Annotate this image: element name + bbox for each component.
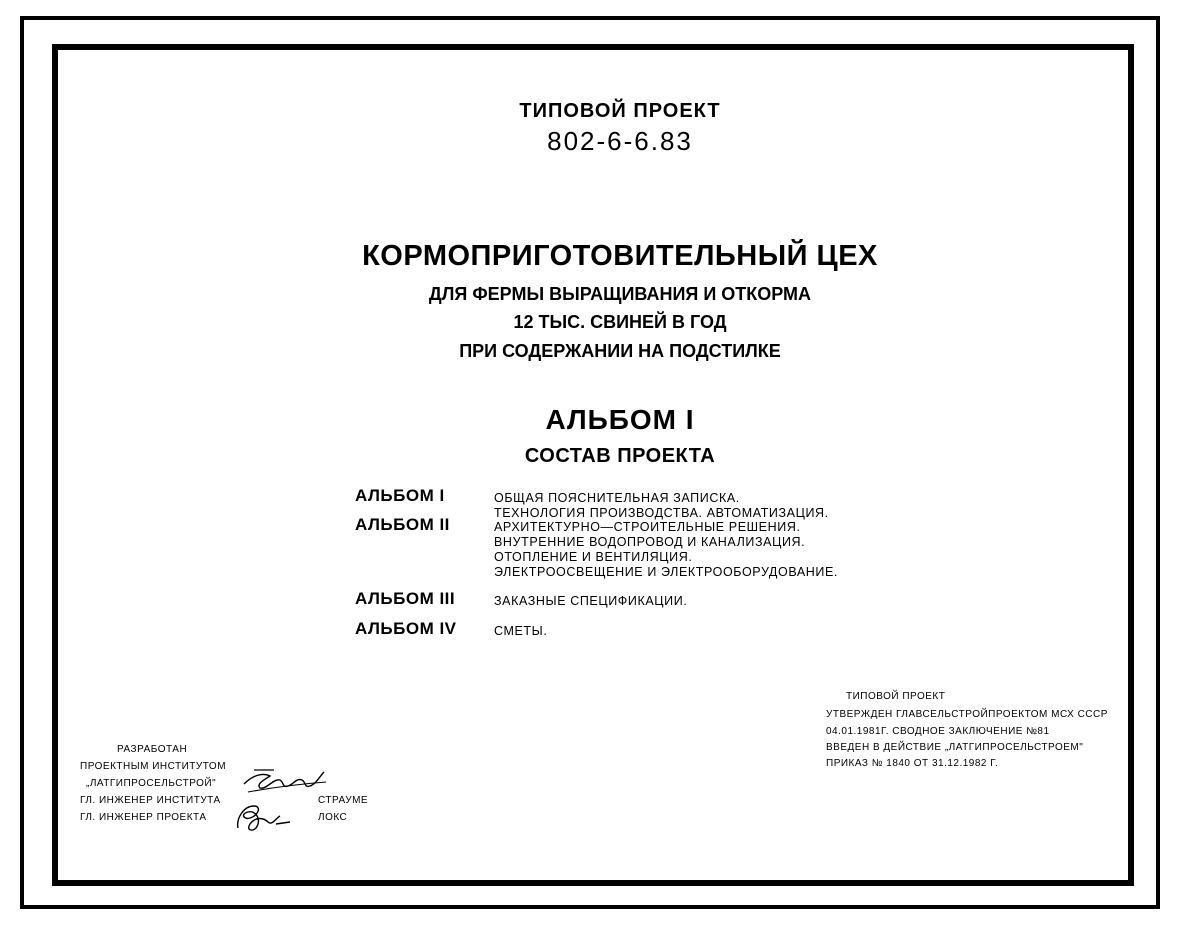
series-label: ТИПОВОЙ ПРОЕКТ	[519, 100, 721, 122]
album-label-4: АЛЬБОМ IV	[355, 619, 457, 638]
subtitle-line-1: ДЛЯ ФЕРМЫ ВЫРАЩИВАНИЯ И ОТКОРМА	[428, 284, 812, 304]
album-3-item-1: ЗАКАЗНЫЕ СПЕЦИФИКАЦИИ.	[494, 594, 688, 608]
series-number: 802-6-6.83	[547, 126, 693, 156]
composition-title: СОСТАВ ПРОЕКТА	[524, 445, 716, 467]
signature-loks-icon	[232, 800, 296, 836]
album-4-item-1: СМЕТЫ.	[494, 624, 548, 638]
album-label-3: АЛЬБОМ III	[355, 589, 456, 608]
subtitle-line-3: ПРИ СОДЕРЖАНИИ НА ПОДСТИЛКЕ	[459, 341, 781, 361]
approval-line-1: ТИПОВОЙ ПРОЕКТ	[846, 691, 946, 702]
subtitle-line-2: 12 ТЫС. СВИНЕЙ В ГОД	[513, 312, 727, 332]
album-label-1: АЛЬБОМ I	[355, 486, 445, 505]
chief-institute-label: ГЛ. ИНЖЕНЕР ИНСТИТУТА	[80, 795, 221, 806]
developer-line-2: „ЛАТГИПРОСЕЛЬСТРОЙ"	[86, 778, 217, 789]
signature-straume-icon	[240, 762, 330, 796]
album-title: АЛЬБОМ I	[545, 404, 695, 435]
developer-heading: РАЗРАБОТАН	[117, 744, 188, 755]
album-label-2: АЛЬБОМ II	[355, 515, 450, 534]
album-1-item-1: ОБЩАЯ ПОЯСНИТЕЛЬНАЯ ЗАПИСКА.	[494, 491, 740, 505]
approval-line-4: ВВЕДЕН В ДЕЙСТВИЕ „ЛАТГИПРОСЕЛЬСТРОЕМ"	[826, 742, 1084, 753]
approval-line-2: УТВЕРЖДЕН ГЛАВСЕЛЬСТРОЙПРОЕКТОМ МСХ СССР	[826, 709, 1108, 720]
album-2-item-1: АРХИТЕКТУРНО—СТРОИТЕЛЬНЫЕ РЕШЕНИЯ.	[494, 520, 801, 534]
album-2-item-2: ВНУТРЕННИЕ ВОДОПРОВОД И КАНАЛИЗАЦИЯ.	[494, 535, 806, 549]
chief-project-name: ЛОКС	[318, 812, 348, 823]
chief-project-label: ГЛ. ИНЖЕНЕР ПРОЕКТА	[80, 812, 207, 823]
approval-line-3: 04.01.1981Г. СВОДНОЕ ЗАКЛЮЧЕНИЕ №81	[826, 726, 1050, 737]
developer-line-1: ПРОЕКТНЫМ ИНСТИТУТОМ	[80, 761, 227, 772]
album-2-item-3: ОТОПЛЕНИЕ И ВЕНТИЛЯЦИЯ.	[494, 550, 693, 564]
album-1-item-2: ТЕХНОЛОГИЯ ПРОИЗВОДСТВА. АВТОМАТИЗАЦИЯ.	[494, 506, 829, 520]
album-2-item-4: ЭЛЕКТРООСВЕЩЕНИЕ И ЭЛЕКТРООБОРУДОВАНИЕ.	[494, 565, 839, 579]
chief-institute-name: СТРАУМЕ	[318, 795, 369, 806]
page-title: КОРМОПРИГОТОВИТЕЛЬНЫЙ ЦЕХ	[362, 240, 878, 272]
approval-line-5: ПРИКАЗ № 1840 ОТ 31.12.1982 Г.	[826, 758, 999, 769]
